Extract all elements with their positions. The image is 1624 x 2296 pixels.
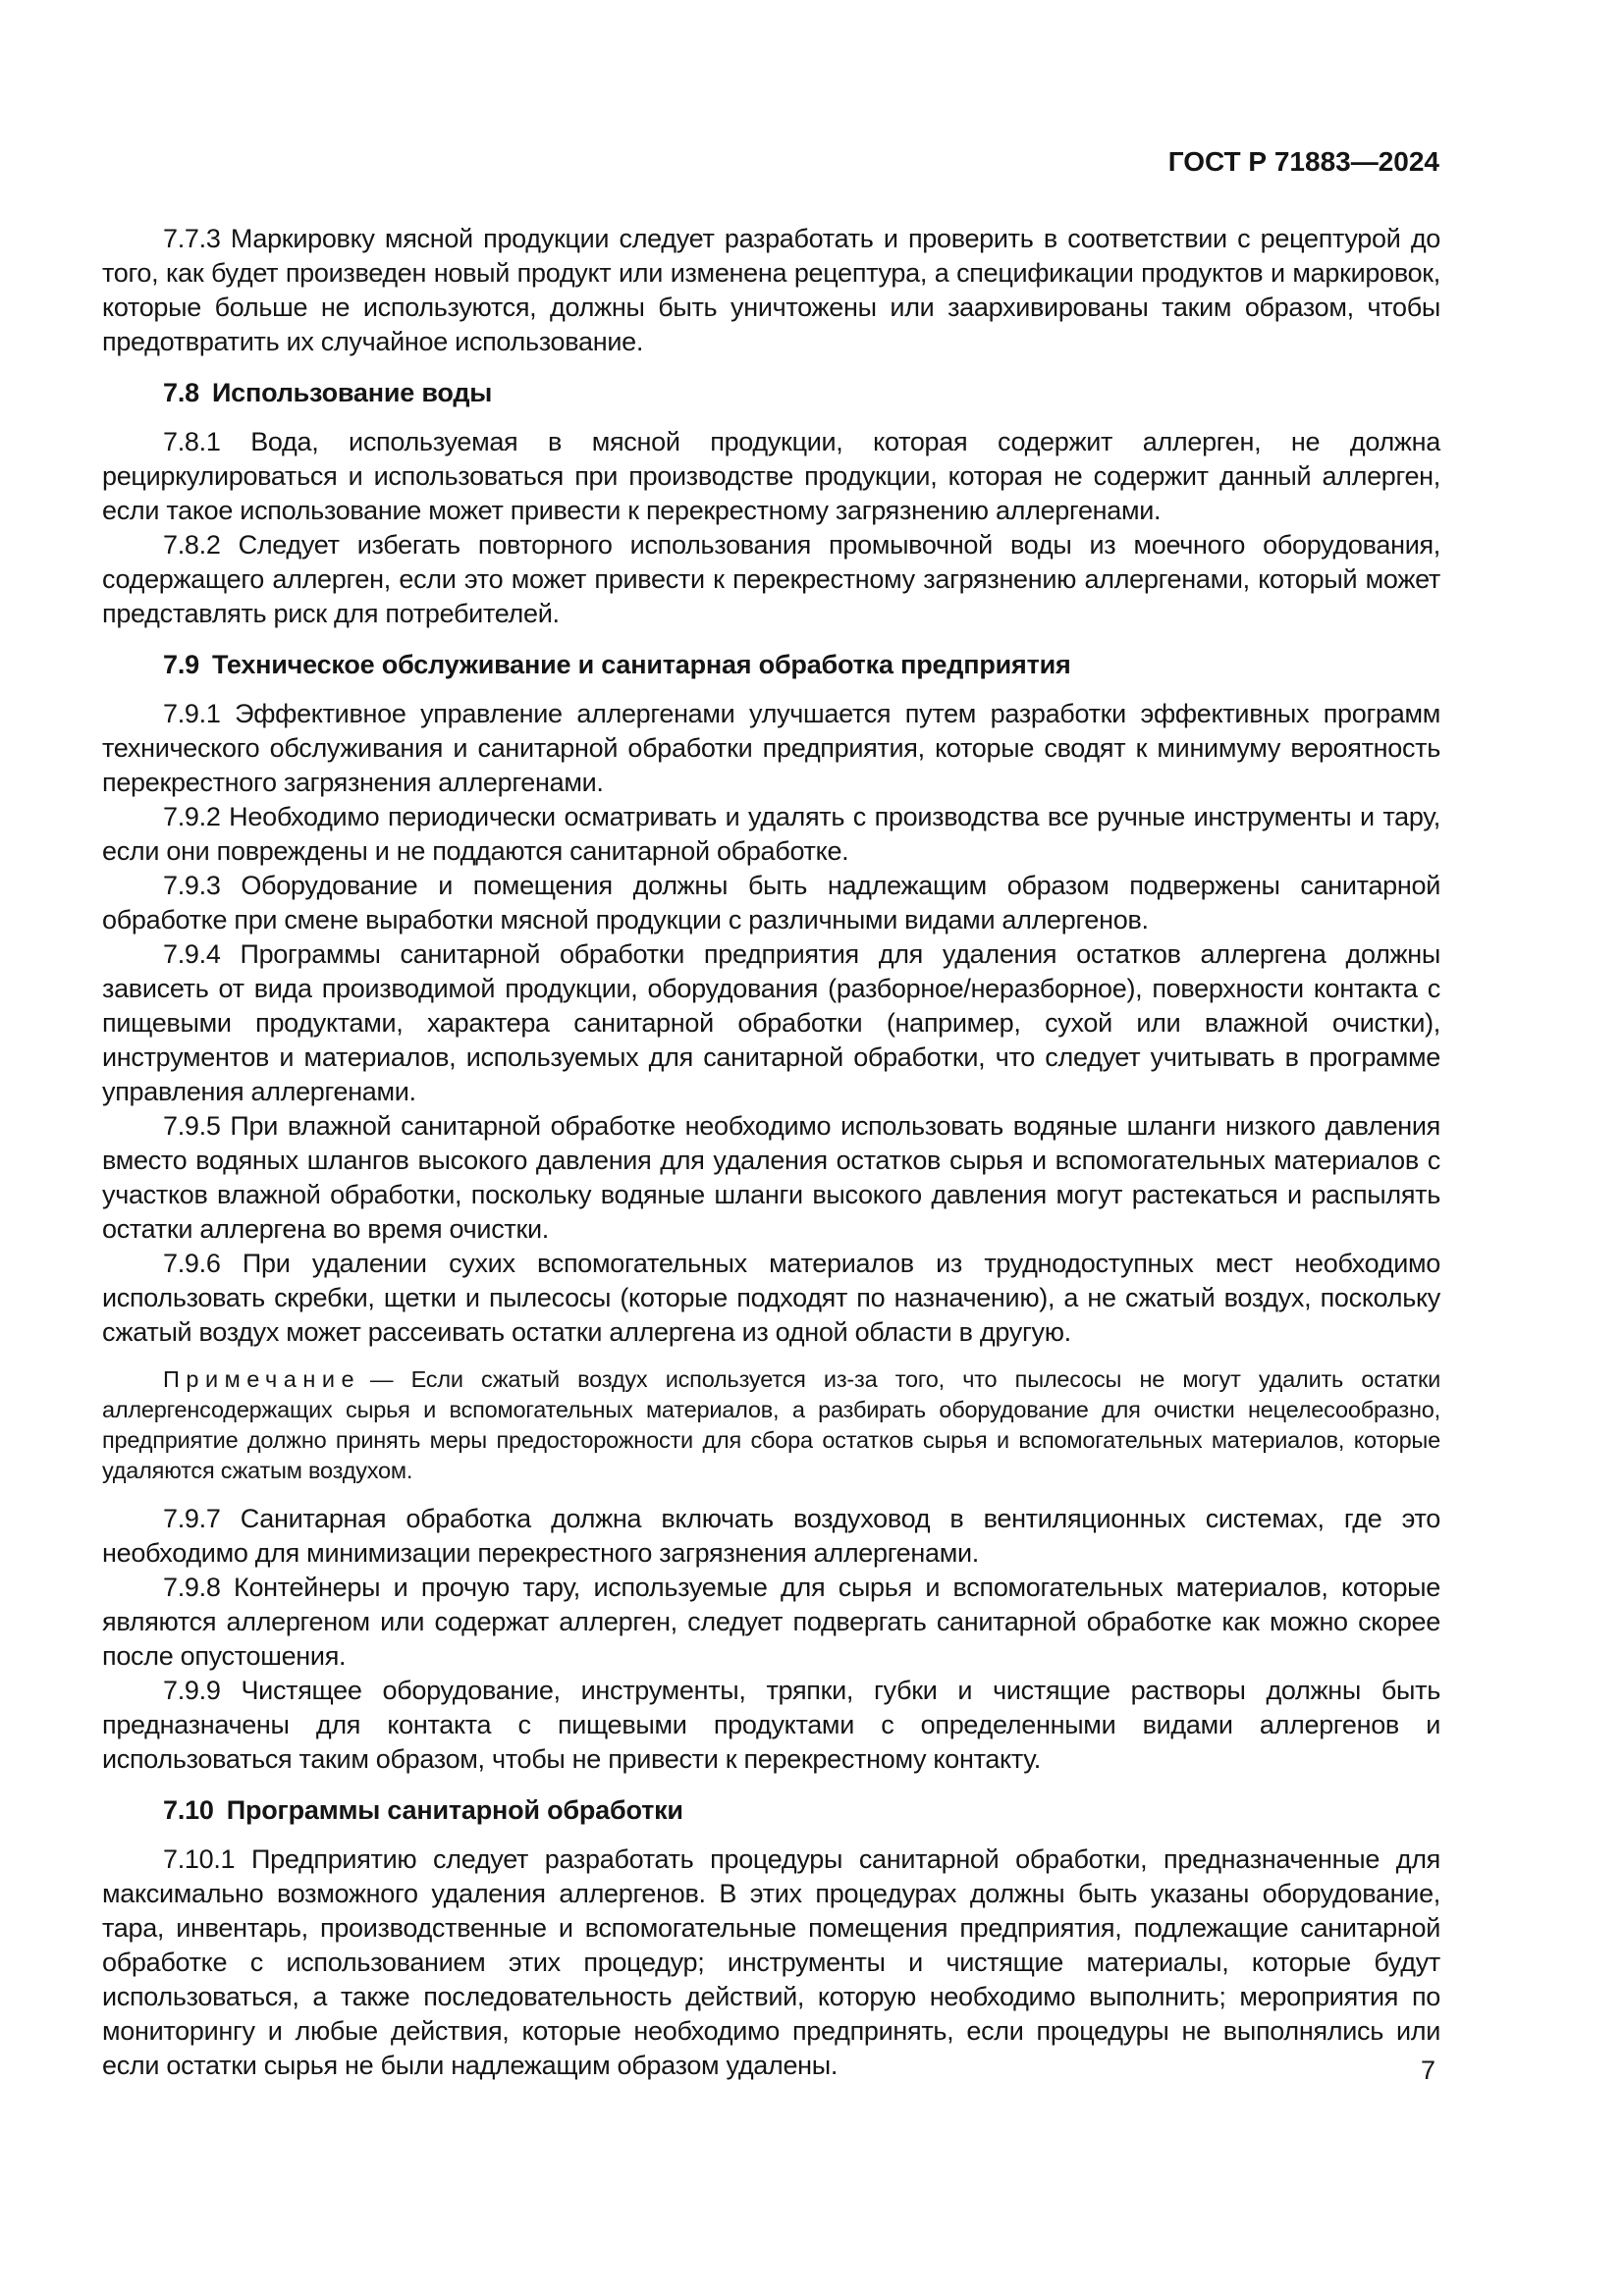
heading-7-8 [102,376,1440,410]
heading-7-8-title: Использование воды [211,378,493,407]
paragraph-7-9-6: 7.9.6 При удалении сухих вспомогательных материалов из труднодоступных мест необходимо использовать скребки, щетки и пылесосы (которые подходят по назначению), а не сжатый воздух, поскольку сжатый воздух может рассеивать остатки аллергена из одной области в другую. [102,1249,1440,1347]
heading-7-10-number: 7.10 [163,1795,214,1825]
paragraph-7-8-1: 7.8.1 Вода, используемая в мясной продукции, которая содержит аллерген, не должна рециркулироваться и использоваться при производстве продукции, которая не содержит данный аллерген, если такое использование может привести к перекрестному загрязнению аллергенами. [102,427,1440,525]
paragraph-7-9-5: 7.9.5 При влажной санитарной обработке необходимо использовать водяные шланги низкого давления вместо водяных шлангов высокого давления для удаления остатков сырья и вспомогательных материалов с участков влажной обработки, поскольку водяные шланги высокого давления могут растекаться и распылять остатки аллергена во время очистки. [102,1111,1440,1244]
heading-7-9 [102,648,1440,682]
paragraph-7-9-1: 7.9.1 Эффективное управление аллергенами улучшается путем разработки эффективных программ технического обслуживания и санитарной обработки предприятия, которые сводят к минимуму вероятность перекрестного загрязнения аллергенами. [102,699,1440,797]
paragraph-7-8-2: 7.8.2 Следует избегать повторного использования промывочной воды из моечного оборудования, содержащего аллерген, если это может привести к перекрестному загрязнению аллергенами, который может представлять риск для потребителей. [102,530,1440,628]
note-label: Примечание [163,1366,361,1392]
standard-code-header: ГОСТ Р 71883—2024 [1167,146,1439,177]
paragraph-7-9-3: 7.9.3 Оборудование и помещения должны быть надлежащим образом подвержены санитарной обработке при смене выработки мясной продукции с различными видами аллергенов. [102,871,1440,934]
paragraph-7-9-7: 7.9.7 Санитарная обработка должна включать воздуховод в вентиляционных системах, где это необходимо для минимизации перекрестного загрязнения аллергенами. [102,1504,1440,1568]
paragraph-7-9-9: 7.9.9 Чистящее оборудование, инструменты, тряпки, губки и чистящие растворы должны быть предназначены для контакта с пищевыми продуктами с определенными видами аллергенов и использоваться таким образом, чтобы не привести к перекрестному контакту. [102,1676,1440,1774]
note-text: — Если сжатый воздух используется из-за того, что пылесосы не могут удалить остатки аллергенсодержащих сырья и вспомогательных материалов, а разбирать оборудование для очистки нецелесообразно, предприятие должно принять меры предосторожности для сбора остатков сырья и вспомогательных материалов, которые удаляются сжатым воздухом. [102,1366,1440,1483]
paragraph-7-9-4: 7.9.4 Программы санитарной обработки предприятия для удаления остатков аллергена должны зависеть от вида производимой продукции, оборудования (разборное/неразборное), поверхности контакта с пищевыми продуктами, характера санитарной обработки (например, сухой или влажной очистки), инструментов и материалов, используемых для санитарной обработки, что следует учитывать в программе управления аллергенами. [102,939,1440,1106]
heading-7-9-title: Техническое обслуживание и санитарная обработка предприятия [211,650,1071,679]
heading-7-8-number: 7.8 [163,378,199,407]
heading-7-10 [102,1793,1440,1828]
paragraph-7-7-3: 7.7.3 Маркировку мясной продукции следует разработать и проверить в соответствии с рецептурой до того, как будет произведен новый продукт или изменена рецептура, а спецификации продуктов и маркировок, которые больше не используются, должны быть уничтожены или заархивированы таким образом, чтобы предотвратить их случайное использование. [102,224,1440,356]
paragraph-7-9-8: 7.9.8 Контейнеры и прочую тару, используемые для сырья и вспомогательных материалов, которые являются аллергеном или содержат аллерген, следует подвергать санитарной обработке как можно скорее после опустошения. [102,1573,1440,1671]
document-body [102,222,1440,2083]
heading-7-9-number: 7.9 [163,650,199,679]
heading-7-10-title: Программы санитарной обработки [226,1795,683,1825]
paragraph-7-9-2: 7.9.2 Необходимо периодически осматривать и удалять с производства все ручные инструменты и тару, если они повреждены и не поддаются санитарной обработке. [102,802,1440,866]
page-number: 7 [1420,2056,1435,2085]
paragraph-7-10-1: 7.10.1 Предприятию следует разработать процедуры санитарной обработки, предназначенные для максимально возможного удаления аллергенов. В этих процедурах должны быть указаны оборудование, тара, инвентарь, производственные и вспомогательные помещения предприятия, подлежащие санитарной обработке с использованием этих процедур; инструменты и чистящие материалы, которые будут использоваться, а также последовательность действий, которую необходимо выполнить; мероприятия по мониторингу и любые действия, которые необходимо предпринять, если процедуры не выполнялись или если остатки сырья не были надлежащим образом удалены. [102,1844,1440,2080]
note-block [102,1364,1440,1486]
